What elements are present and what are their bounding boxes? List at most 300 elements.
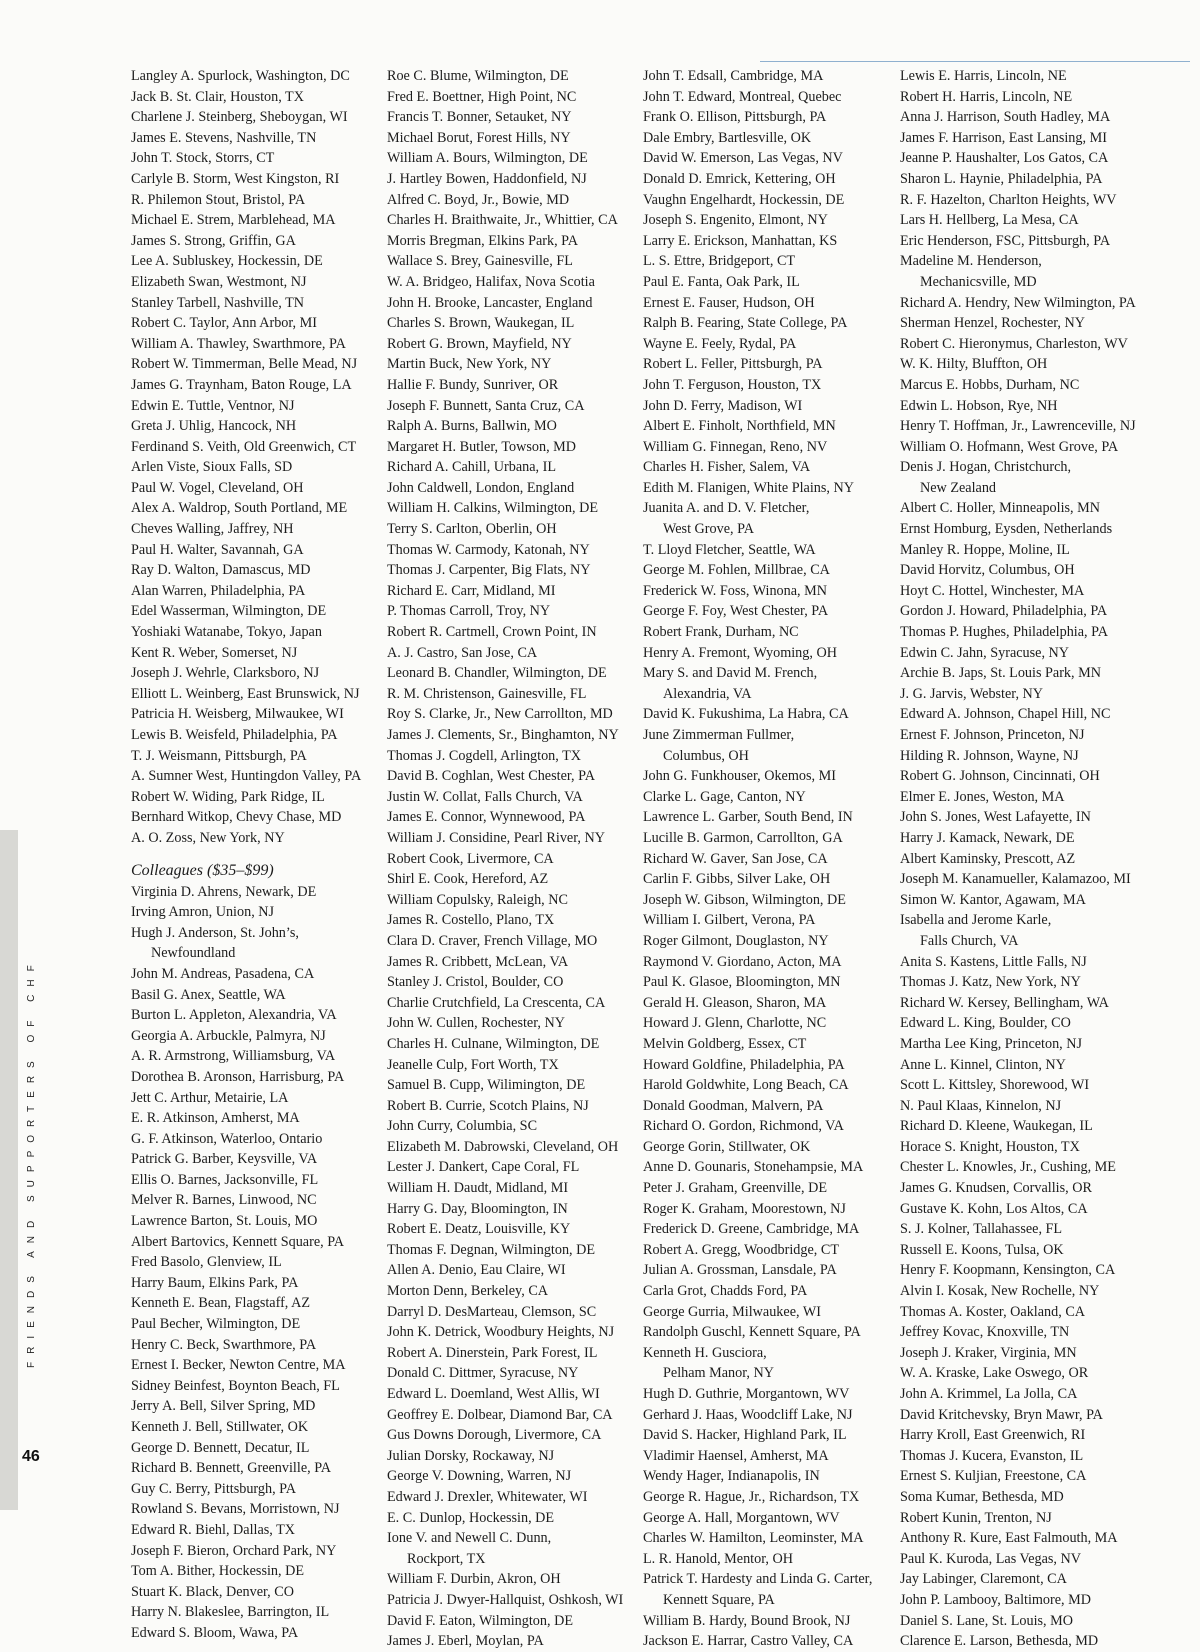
donor-entry: Scott L. Kittsley, Shorewood, WI	[900, 1077, 1090, 1094]
donor-entry: David Kritchevsky, Bryn Mawr, PA	[900, 1406, 1103, 1423]
donor-entry: Donald D. Emrick, Kettering, OH	[643, 170, 836, 187]
donor-entry: Thomas F. Degnan, Wilmington, DE	[387, 1241, 596, 1258]
donor-entry: Joseph W. Gibson, Wilmington, DE	[643, 891, 846, 908]
donor-entry: Joseph S. Engenito, Elmont, NY	[643, 212, 828, 229]
donor-entry: Alan Warren, Philadelphia, PA	[131, 582, 306, 599]
donor-entry: Howard J. Glenn, Charlotte, NC	[643, 1015, 827, 1032]
donor-entry: Paul W. Vogel, Cleveland, OH	[131, 479, 304, 496]
donor-entry: Harry N. Blakeslee, Barrington, IL	[131, 1604, 330, 1621]
donor-entry: Ellis O. Barnes, Jacksonville, FL	[131, 1171, 319, 1188]
donor-entry: Morris Bregman, Elkins Park, PA	[387, 232, 579, 249]
donor-entry: Edward S. Bloom, Wawa, PA	[131, 1624, 299, 1641]
donor-entry: Justin W. Collat, Falls Church, VA	[387, 788, 583, 805]
donor-entry: Charles H. Braithwaite, Jr., Whittier, CA	[387, 212, 618, 229]
donor-entry: Dale Embry, Bartlesville, OK	[643, 129, 812, 146]
donor-entry: Gordon J. Howard, Philadelphia, PA	[900, 603, 1108, 620]
donor-entry: Chester L. Knowles, Jr., Cushing, ME	[900, 1159, 1116, 1176]
donor-entry	[643, 663, 903, 704]
donor-entry: Thomas J. Katz, New York, NY	[900, 974, 1081, 991]
donor-entry: Leonard B. Chandler, Wilmington, DE	[387, 665, 607, 682]
donor-entry: Robert Cook, Livermore, CA	[387, 850, 554, 867]
donor-entry: Harry G. Day, Bloomington, IN	[387, 1200, 568, 1217]
donor-entry: John T. Stock, Storrs, CT	[131, 150, 275, 167]
donor-entry-line: Madeline M. Henderson,	[900, 253, 1042, 270]
donor-entry: Hilding R. Johnson, Wayne, NJ	[900, 747, 1079, 764]
donor-entry: Sherman Henzel, Rochester, NY	[900, 315, 1085, 332]
donor-entry: Paul E. Fanta, Oak Park, IL	[643, 273, 800, 290]
donor-entry: Geoffrey E. Dolbear, Diamond Bar, CA	[387, 1406, 613, 1423]
donor-entry: Charles W. Hamilton, Leominster, MA	[643, 1530, 864, 1547]
donor-entry-continuation: West Grove, PA	[663, 521, 754, 538]
donor-entry: Gus Downs Dorough, Livermore, CA	[387, 1427, 602, 1444]
donor-entry: Lester J. Dankert, Cape Coral, FL	[387, 1159, 580, 1176]
donor-entry: James S. Strong, Griffin, GA	[131, 232, 296, 249]
donor-entry: John Curry, Columbia, SC	[387, 1118, 538, 1135]
donor-entry: Ernest E. Fauser, Hudson, OH	[643, 294, 815, 311]
giving-level-heading: Colleagues ($35–$99)	[131, 861, 274, 879]
donor-entry: Edward R. Biehl, Dallas, TX	[131, 1521, 296, 1538]
donor-entry: Joseph J. Kraker, Virginia, MN	[900, 1344, 1077, 1361]
donor-entry: Gerhard J. Haas, Woodcliff Lake, NJ	[643, 1406, 853, 1423]
donor-entry: Lee A. Subluskey, Hockessin, DE	[131, 253, 323, 270]
donor-entry: Albert Kaminsky, Prescott, AZ	[900, 850, 1076, 867]
donor-entry: Ray D. Walton, Damascus, MD	[131, 562, 311, 579]
header-rule	[760, 61, 1190, 62]
donor-entry: A. J. Castro, San Jose, CA	[387, 644, 538, 661]
donor-entry: William H. Calkins, Wilmington, DE	[387, 500, 599, 517]
donor-entry: Robert G. Brown, Mayfield, NY	[387, 335, 572, 352]
donor-entry: Richard O. Gordon, Richmond, VA	[643, 1118, 844, 1135]
donor-entry: Soma Kumar, Bethesda, MD	[900, 1488, 1064, 1505]
donor-entry: Carlyle B. Storm, West Kingston, RI	[131, 170, 340, 187]
donor-entry: William A. Thawley, Swarthmore, PA	[131, 335, 346, 352]
donor-entry	[643, 1343, 903, 1384]
donor-entry: Georgia A. Arbuckle, Palmyra, NJ	[131, 1027, 326, 1044]
donor-column-1	[131, 66, 391, 1644]
donor-entry: Yoshiaki Watanabe, Tokyo, Japan	[131, 624, 322, 641]
donor-entry: Harry Kroll, East Greenwich, RI	[900, 1427, 1086, 1444]
donor-entry: Charles H. Culnane, Wilmington, DE	[387, 1035, 600, 1052]
donor-entry: James E. Stevens, Nashville, TN	[131, 129, 317, 146]
donor-entry: Anita S. Kastens, Little Falls, NJ	[900, 953, 1087, 970]
donor-entry: Clarence E. Larson, Bethesda, MD	[900, 1633, 1099, 1650]
donor-entry	[387, 1528, 647, 1569]
donor-entry: Wendy Hager, Indianapolis, IN	[643, 1468, 820, 1485]
donor-entry: Edwin L. Hobson, Rye, NH	[900, 397, 1058, 414]
donor-entry	[900, 251, 1160, 292]
donor-entry: Carla Grot, Chadds Ford, PA	[643, 1283, 808, 1300]
donor-entry: Vladimir Haensel, Amherst, MA	[643, 1447, 829, 1464]
donor-entry: Lawrence Barton, St. Louis, MO	[131, 1213, 318, 1230]
donor-entry: Lewis B. Weisfeld, Philadelphia, PA	[131, 727, 338, 743]
donor-entry	[643, 498, 903, 539]
donor-entry: Thomas A. Koster, Oakland, CA	[900, 1303, 1086, 1320]
donor-entry: Patricia J. Dwyer-Hallquist, Oshkosh, WI	[387, 1591, 624, 1608]
donor-entry: Clarke L. Gage, Canton, NY	[643, 788, 806, 805]
donor-entry	[131, 923, 391, 964]
donor-entry: Larry E. Erickson, Manhattan, KS	[643, 232, 838, 249]
donor-entry: William J. Considine, Pearl River, NY	[387, 829, 605, 846]
donor-entry: Thomas P. Hughes, Philadelphia, PA	[900, 624, 1108, 641]
donor-entry: Virginia D. Ahrens, Newark, DE	[131, 883, 317, 900]
donor-entry: Langley A. Spurlock, Washington, DC	[131, 68, 350, 84]
donor-entry: T. Lloyd Fletcher, Seattle, WA	[643, 541, 816, 558]
donor-entry: Richard W. Kersey, Bellingham, WA	[900, 994, 1109, 1011]
donor-entry: Edwin E. Tuttle, Ventnor, NJ	[131, 397, 295, 414]
donor-entry: Edward A. Johnson, Chapel Hill, NC	[900, 706, 1111, 723]
donor-entry: Henry C. Beck, Swarthmore, PA	[131, 1336, 317, 1353]
donor-entry: Simon W. Kantor, Agawam, MA	[900, 891, 1086, 908]
donor-entry: John T. Edsall, Cambridge, MA	[643, 68, 824, 84]
donor-entry: Archie B. Japs, St. Louis Park, MN	[900, 665, 1101, 682]
donor-entry: Paul H. Walter, Savannah, GA	[131, 541, 304, 558]
donor-entry	[643, 1569, 903, 1610]
donor-entry: Lawrence L. Garber, South Bend, IN	[643, 809, 853, 826]
donor-entry: Stanley J. Cristol, Boulder, CO	[387, 974, 564, 991]
donor-entry: Allen A. Denio, Eau Claire, WI	[387, 1262, 566, 1279]
donor-entry: George A. Hall, Morgantown, WV	[643, 1509, 840, 1526]
donor-entry: W. A. Bridgeo, Halifax, Nova Scotia	[387, 273, 595, 290]
donor-entry: Jeanelle Culp, Fort Worth, TX	[387, 1056, 559, 1073]
donor-entry: Joseph J. Wehrle, Clarksboro, NJ	[131, 665, 320, 682]
donor-entry: David S. Hacker, Highland Park, IL	[643, 1427, 847, 1444]
donor-entry-line: June Zimmerman Fullmer,	[643, 727, 795, 743]
donor-entry: Thomas J. Carpenter, Big Flats, NY	[387, 562, 591, 579]
donor-column-4	[900, 66, 1160, 1652]
donor-entry: Richard E. Carr, Midland, MI	[387, 582, 556, 599]
donor-entry: W. K. Hilty, Bluffton, OH	[900, 356, 1048, 373]
donor-entry: Edward J. Drexler, Whitewater, WI	[387, 1488, 588, 1505]
donor-entry: Hoyt C. Hottel, Winchester, MA	[900, 582, 1085, 599]
donor-entry: Morton Denn, Berkeley, CA	[387, 1283, 549, 1300]
donor-entry: Clara D. Craver, French Village, MO	[387, 932, 598, 949]
donor-entry: Robert A. Dinerstein, Park Forest, IL	[387, 1344, 598, 1361]
donor-entry: Roger K. Graham, Moorestown, NJ	[643, 1200, 846, 1217]
donor-entry: Ernest F. Johnson, Princeton, NJ	[900, 727, 1085, 743]
donor-entry: David B. Coghlan, West Chester, PA	[387, 768, 595, 785]
donor-entry: William O. Hofmann, West Grove, PA	[900, 438, 1119, 455]
donor-entry: Edel Wasserman, Wilmington, DE	[131, 603, 327, 620]
donor-entry: Jay Labinger, Claremont, CA	[900, 1571, 1067, 1588]
donor-entry: Robert H. Harris, Lincoln, NE	[900, 88, 1073, 105]
donor-entry: Ferdinand S. Veith, Old Greenwich, CT	[131, 438, 357, 455]
donor-entry-line: Juanita A. and D. V. Fletcher,	[643, 500, 810, 517]
donor-entry: William A. Bours, Wilmington, DE	[387, 150, 588, 167]
donor-entry: Russell E. Koons, Tulsa, OK	[900, 1241, 1064, 1258]
donor-entry: Kenneth J. Bell, Stillwater, OK	[131, 1419, 309, 1435]
running-title: FRIENDS AND SUPPORTERS OF CHF	[26, 957, 37, 1368]
donor-entry: Anthony R. Kure, East Falmouth, MA	[900, 1530, 1118, 1547]
donor-entry-line: Ione V. and Newell C. Dunn,	[387, 1530, 552, 1547]
donor-entry: Anna J. Harrison, South Hadley, MA	[900, 109, 1111, 126]
donor-entry: George D. Bennett, Decatur, IL	[131, 1439, 310, 1456]
donor-entry: Charles H. Fisher, Salem, VA	[643, 459, 811, 476]
donor-entry: Edith M. Flanigen, White Plains, NY	[643, 479, 854, 496]
donor-entry: John W. Cullen, Rochester, NY	[387, 1015, 565, 1032]
page-number: 46	[22, 1448, 40, 1465]
donor-entry: Frederick D. Greene, Cambridge, MA	[643, 1221, 860, 1238]
donor-entry: Robert L. Feller, Pittsburgh, PA	[643, 356, 823, 373]
donor-entry: Burton L. Appleton, Alexandria, VA	[131, 1007, 337, 1024]
donor-entry: Richard A. Cahill, Urbana, IL	[387, 459, 557, 476]
donor-entry: G. F. Atkinson, Waterloo, Ontario	[131, 1130, 323, 1147]
donor-entry: R. Philemon Stout, Bristol, PA	[131, 191, 306, 208]
donor-entry: Margaret H. Butler, Towson, MD	[387, 438, 577, 455]
donor-entry: George M. Fohlen, Millbrae, CA	[643, 562, 830, 579]
donor-entry: Thomas J. Cogdell, Arlington, TX	[387, 747, 582, 764]
donor-entry: Gustave K. Kohn, Los Altos, CA	[900, 1200, 1088, 1217]
donor-entry-continuation: Alexandria, VA	[663, 685, 752, 702]
donor-entry: Robert W. Widing, Park Ridge, IL	[131, 788, 325, 805]
donor-entry: Robert R. Cartmell, Crown Point, IN	[387, 624, 597, 641]
donor-column-2	[387, 66, 647, 1652]
donor-entry: William H. Daudt, Midland, MI	[387, 1180, 569, 1197]
donor-entry: A. Sumner West, Huntingdon Valley, PA	[131, 768, 362, 785]
donor-entry: R. M. Christenson, Gainesville, FL	[387, 685, 587, 702]
donor-entry: Guy C. Berry, Pittsburgh, PA	[131, 1480, 297, 1497]
donor-entry: J. Hartley Bowen, Haddonfield, NJ	[387, 170, 587, 187]
donor-entry: A. O. Zoss, New York, NY	[131, 829, 285, 846]
donor-entry: Alex A. Waldrop, South Portland, ME	[131, 500, 348, 517]
donor-entry: David W. Emerson, Las Vegas, NV	[643, 150, 843, 167]
donor-entry: Samuel B. Cupp, Wilimington, DE	[387, 1077, 586, 1094]
donor-entry: Melvin Goldberg, Essex, CT	[643, 1035, 807, 1052]
donor-entry: Arlen Viste, Sioux Falls, SD	[131, 459, 293, 476]
donor-entry: Lars H. Hellberg, La Mesa, CA	[900, 212, 1079, 229]
donor-entry: Richard B. Bennett, Greenville, PA	[131, 1460, 332, 1477]
donor-entry: Martin Buck, New York, NY	[387, 356, 552, 373]
donor-entry: George Gorin, Stillwater, OK	[643, 1138, 811, 1155]
donor-entry: Robert Frank, Durham, NC	[643, 624, 799, 641]
donor-entry-continuation: Kennett Square, PA	[663, 1591, 775, 1608]
donor-entry: Robert C. Taylor, Ann Arbor, MI	[131, 315, 317, 332]
donor-entry-continuation: New Zealand	[920, 479, 997, 496]
donor-entry: Ernest S. Kuljian, Freestone, CA	[900, 1468, 1087, 1485]
donor-entry: Elmer E. Jones, Weston, MA	[900, 788, 1065, 805]
donor-entry-line: Denis J. Hogan, Christchurch,	[900, 459, 1072, 476]
donor-entry: Shirl E. Cook, Hereford, AZ	[387, 871, 549, 888]
donor-entry: Joseph F. Bunnett, Santa Cruz, CA	[387, 397, 585, 414]
donor-entry: Stanley Tarbell, Nashville, TN	[131, 294, 305, 311]
donor-entry: George R. Hague, Jr., Richardson, TX	[643, 1488, 860, 1505]
donor-entry: Lucille B. Garmon, Carrollton, GA	[643, 829, 843, 846]
donor-entry: Jett C. Arthur, Metairie, LA	[131, 1089, 289, 1106]
donor-entry: Irving Amron, Union, NJ	[131, 904, 275, 921]
donor-entry: Cheves Walling, Jaffrey, NH	[131, 521, 294, 538]
donor-entry: David Horvitz, Columbus, OH	[900, 562, 1075, 579]
donor-entry: Robert E. Deatz, Louisville, KY	[387, 1221, 571, 1238]
donor-entry-continuation: Columbus, OH	[663, 747, 749, 764]
donor-entry: Joseph M. Kanamueller, Kalamazoo, MI	[900, 871, 1131, 888]
donor-entry: Jerry A. Bell, Silver Spring, MD	[131, 1398, 316, 1415]
donor-entry: Greta J. Uhlig, Hancock, NH	[131, 418, 297, 435]
donor-entry: George V. Downing, Warren, NJ	[387, 1468, 572, 1485]
donor-entry	[900, 457, 1160, 498]
donor-entry: Kenneth E. Bean, Flagstaff, AZ	[131, 1295, 311, 1312]
donor-entry: Paul K. Glasoe, Bloomington, MN	[643, 974, 841, 991]
donor-entry: William Copulsky, Raleigh, NC	[387, 891, 568, 908]
donor-entry: John P. Lambooy, Baltimore, MD	[900, 1591, 1091, 1608]
donor-entry: Sidney Beinfest, Boynton Beach, FL	[131, 1377, 340, 1394]
donor-entry: John D. Ferry, Madison, WI	[643, 397, 803, 414]
donor-entry: Francis T. Bonner, Setauket, NY	[387, 109, 572, 126]
donor-entry: Howard Goldfine, Philadelphia, PA	[643, 1056, 845, 1073]
donor-entry: Jackson E. Harrar, Castro Valley, CA	[643, 1633, 854, 1650]
donor-entry: Ralph A. Burns, Ballwin, MO	[387, 418, 557, 435]
donor-entry: John M. Andreas, Pasadena, CA	[131, 965, 315, 982]
donor-entry: J. G. Jarvis, Webster, NY	[900, 685, 1044, 702]
donor-entry: Marcus E. Hobbs, Durham, NC	[900, 376, 1080, 393]
donor-entry: David F. Eaton, Wilmington, DE	[387, 1612, 574, 1629]
donor-entry: Ernest I. Becker, Newton Centre, MA	[131, 1357, 346, 1374]
donor-entry: Dorothea B. Aronson, Harrisburg, PA	[131, 1068, 345, 1085]
donor-entry: Stuart K. Black, Denver, CO	[131, 1583, 294, 1600]
donor-entry: Roger Gilmont, Douglaston, NY	[643, 932, 829, 949]
donor-entry: Tom A. Bither, Hockessin, DE	[131, 1563, 305, 1580]
donor-entry: Robert G. Johnson, Cincinnati, OH	[900, 768, 1100, 785]
donor-entry: Patrick G. Barber, Keysville, VA	[131, 1151, 318, 1168]
donor-entry: Harry J. Kamack, Newark, DE	[900, 829, 1075, 846]
donor-entry: Robert Kunin, Trenton, NJ	[900, 1509, 1052, 1526]
donor-entry: Donald C. Dittmer, Syracuse, NY	[387, 1365, 579, 1382]
donor-entry-line: Kenneth H. Gusciora,	[643, 1344, 767, 1361]
donor-entry: Edwin C. Jahn, Syracuse, NY	[900, 644, 1070, 661]
donor-entry: John Caldwell, London, England	[387, 479, 575, 496]
donor-entry: John K. Detrick, Woodbury Heights, NJ	[387, 1324, 615, 1341]
donor-entry: S. J. Kolner, Tallahassee, FL	[900, 1221, 1063, 1238]
donor-entry: L. R. Hanold, Mentor, OH	[643, 1550, 793, 1567]
donor-entry-line: Patrick T. Hardesty and Linda G. Carter,	[643, 1571, 873, 1588]
donor-entry: John S. Jones, West Lafayette, IN	[900, 809, 1091, 826]
donor-entry: William F. Durbin, Akron, OH	[387, 1571, 561, 1588]
donor-entry: Fred Basolo, Glenview, IL	[131, 1254, 282, 1271]
donor-entry: Darryl D. DesMarteau, Clemson, SC	[387, 1303, 597, 1320]
donor-entry: James J. Clements, Sr., Binghamton, NY	[387, 727, 619, 743]
donor-entry: Elizabeth Swan, Westmont, NJ	[131, 273, 307, 290]
donor-entry: Jeffrey Kovac, Knoxville, TN	[900, 1324, 1070, 1341]
donor-entry: Thomas W. Carmody, Katonah, NY	[387, 541, 590, 558]
donor-entry: Fred E. Boettner, High Point, NC	[387, 88, 577, 105]
donor-entry: Anne L. Kinnel, Clinton, NY	[900, 1056, 1066, 1073]
donor-entry: Henry A. Fremont, Wyoming, OH	[643, 644, 837, 661]
donor-entry: Ralph B. Fearing, State College, PA	[643, 315, 848, 332]
donor-entry: Richard D. Kleene, Waukegan, IL	[900, 1118, 1093, 1135]
page-edge	[0, 830, 18, 1510]
donor-entry: Robert A. Gregg, Woodbridge, CT	[643, 1241, 840, 1258]
donor-entry: William B. Hardy, Bound Brook, NJ	[643, 1612, 851, 1629]
donor-entry: Bernhard Witkop, Chevy Chase, MD	[131, 809, 342, 826]
donor-entry: Alvin I. Kosak, New Rochelle, NY	[900, 1283, 1100, 1300]
donor-entry: David K. Fukushima, La Habra, CA	[643, 706, 849, 723]
donor-entry: Richard W. Gaver, San Jose, CA	[643, 850, 828, 867]
donor-entry: Jack B. St. Clair, Houston, TX	[131, 88, 304, 105]
donor-entry: George F. Foy, West Chester, PA	[643, 603, 829, 620]
donor-column-3	[643, 66, 903, 1652]
donor-entry-continuation: Falls Church, VA	[920, 932, 1019, 949]
donor-entry: Albert Bartovics, Kennett Square, PA	[131, 1233, 345, 1250]
donor-entry: Roe C. Blume, Wilmington, DE	[387, 68, 569, 84]
donor-entry-continuation: Pelham Manor, NY	[663, 1365, 774, 1382]
donor-entry: Paul Becher, Wilmington, DE	[131, 1316, 301, 1333]
donor-entry: Eric Henderson, FSC, Pittsburgh, PA	[900, 232, 1111, 249]
donor-entry	[643, 725, 903, 766]
donor-entry: Albert E. Finholt, Northfield, MN	[643, 418, 836, 435]
donor-entry: Robert C. Hieronymus, Charleston, WV	[900, 335, 1128, 352]
donor-entry: John H. Brooke, Lancaster, England	[387, 294, 593, 311]
donor-entry: John T. Edward, Montreal, Quebec	[643, 88, 842, 105]
donor-entry: Jeanne P. Haushalter, Los Gatos, CA	[900, 150, 1109, 167]
donor-entry: Rowland S. Bevans, Morristown, NJ	[131, 1501, 340, 1518]
donor-entry: William G. Finnegan, Reno, NV	[643, 438, 828, 455]
donor-entry-continuation: Newfoundland	[151, 945, 236, 962]
donor-entry: James J. Eberl, Moylan, PA	[387, 1633, 544, 1650]
donor-entry: Daniel S. Lane, St. Louis, MO	[900, 1612, 1073, 1629]
donor-entry: Elliott L. Weinberg, East Brunswick, NJ	[131, 685, 360, 702]
donor-entry: Sharon L. Haynie, Philadelphia, PA	[900, 170, 1103, 187]
donor-entry-line: Mary S. and David M. French,	[643, 665, 818, 682]
donor-entry: James F. Harrison, East Lansing, MI	[900, 129, 1107, 146]
donor-entry: Patricia H. Weisberg, Milwaukee, WI	[131, 706, 344, 723]
donor-entry: John G. Funkhouser, Okemos, MI	[643, 768, 836, 785]
donor-entry: Charlene J. Steinberg, Sheboygan, WI	[131, 109, 348, 126]
donor-entry: Joseph F. Bieron, Orchard Park, NY	[131, 1542, 337, 1559]
donor-entry: Lewis E. Harris, Lincoln, NE	[900, 68, 1067, 84]
donor-entry: Albert C. Holler, Minneapolis, MN	[900, 500, 1101, 517]
donor-entry: John A. Krimmel, La Jolla, CA	[900, 1386, 1078, 1402]
donor-entry: Vaughn Engelhardt, Hockessin, DE	[643, 191, 845, 208]
donor-entry	[900, 910, 1160, 951]
donor-entry: Richard A. Hendry, New Wilmington, PA	[900, 294, 1136, 311]
donor-entry: Basil G. Anex, Seattle, WA	[131, 986, 286, 1003]
donor-entry: Harold Goldwhite, Long Beach, CA	[643, 1077, 849, 1094]
donor-entry: Henry T. Hoffman, Jr., Lawrenceville, NJ	[900, 418, 1136, 435]
donor-entry: James R. Cribbett, McLean, VA	[387, 953, 569, 970]
donor-entry: Anne D. Gounaris, Stonehampsie, MA	[643, 1159, 864, 1176]
donor-entry-continuation: Mechanicsville, MD	[920, 273, 1037, 290]
donor-entry: Wayne E. Feely, Rydal, PA	[643, 335, 797, 352]
donor-entry: Horace S. Knight, Houston, TX	[900, 1138, 1080, 1155]
donor-entry: A. R. Armstrong, Williamsburg, VA	[131, 1048, 336, 1065]
donor-entry: T. J. Weismann, Pittsburgh, PA	[131, 747, 307, 764]
donor-entry: W. A. Kraske, Lake Oswego, OR	[900, 1365, 1089, 1382]
donor-entry: L. S. Ettre, Bridgeport, CT	[643, 253, 796, 270]
donor-entry: Julian A. Grossman, Lansdale, PA	[643, 1262, 837, 1279]
donor-entry: James E. Connor, Wynnewood, PA	[387, 809, 586, 826]
donor-entry: E. C. Dunlop, Hockessin, DE	[387, 1509, 555, 1526]
donor-entry: Harry Baum, Elkins Park, PA	[131, 1274, 299, 1291]
donor-entry: Michael E. Strem, Marblehead, MA	[131, 212, 336, 229]
donor-entry: James G. Traynham, Baton Rouge, LA	[131, 376, 352, 393]
donor-entry-line: Isabella and Jerome Karle,	[900, 912, 1052, 929]
donor-entry: E. R. Atkinson, Amherst, MA	[131, 1110, 300, 1127]
donor-entry: Frank O. Ellison, Pittsburgh, PA	[643, 109, 827, 126]
donor-entry: James R. Costello, Plano, TX	[387, 912, 555, 929]
donor-entry: Kent R. Weber, Somerset, NJ	[131, 644, 298, 661]
donor-entry: Paul K. Kuroda, Las Vegas, NV	[900, 1550, 1081, 1567]
donor-entry: Julian Dorsky, Rockaway, NJ	[387, 1447, 555, 1464]
donor-entry: Hallie F. Bundy, Sunriver, OR	[387, 376, 559, 393]
donor-entry: R. F. Hazelton, Charlton Heights, WV	[900, 191, 1117, 208]
donor-entry-continuation: Rockport, TX	[407, 1550, 486, 1567]
donor-entry: N. Paul Klaas, Kinnelon, NJ	[900, 1097, 1062, 1114]
donor-entry-line: Hugh J. Anderson, St. John’s,	[131, 924, 299, 941]
donor-entry: Martha Lee King, Princeton, NJ	[900, 1035, 1083, 1052]
donor-entry: Frederick W. Foss, Winona, MN	[643, 582, 827, 599]
donor-entry: Edward L. King, Boulder, CO	[900, 1015, 1071, 1032]
donor-entry: Henry F. Koopmann, Kensington, CA	[900, 1262, 1116, 1279]
donor-entry: William I. Gilbert, Verona, PA	[643, 912, 816, 929]
donor-entry: Elizabeth M. Dabrowski, Cleveland, OH	[387, 1138, 619, 1155]
